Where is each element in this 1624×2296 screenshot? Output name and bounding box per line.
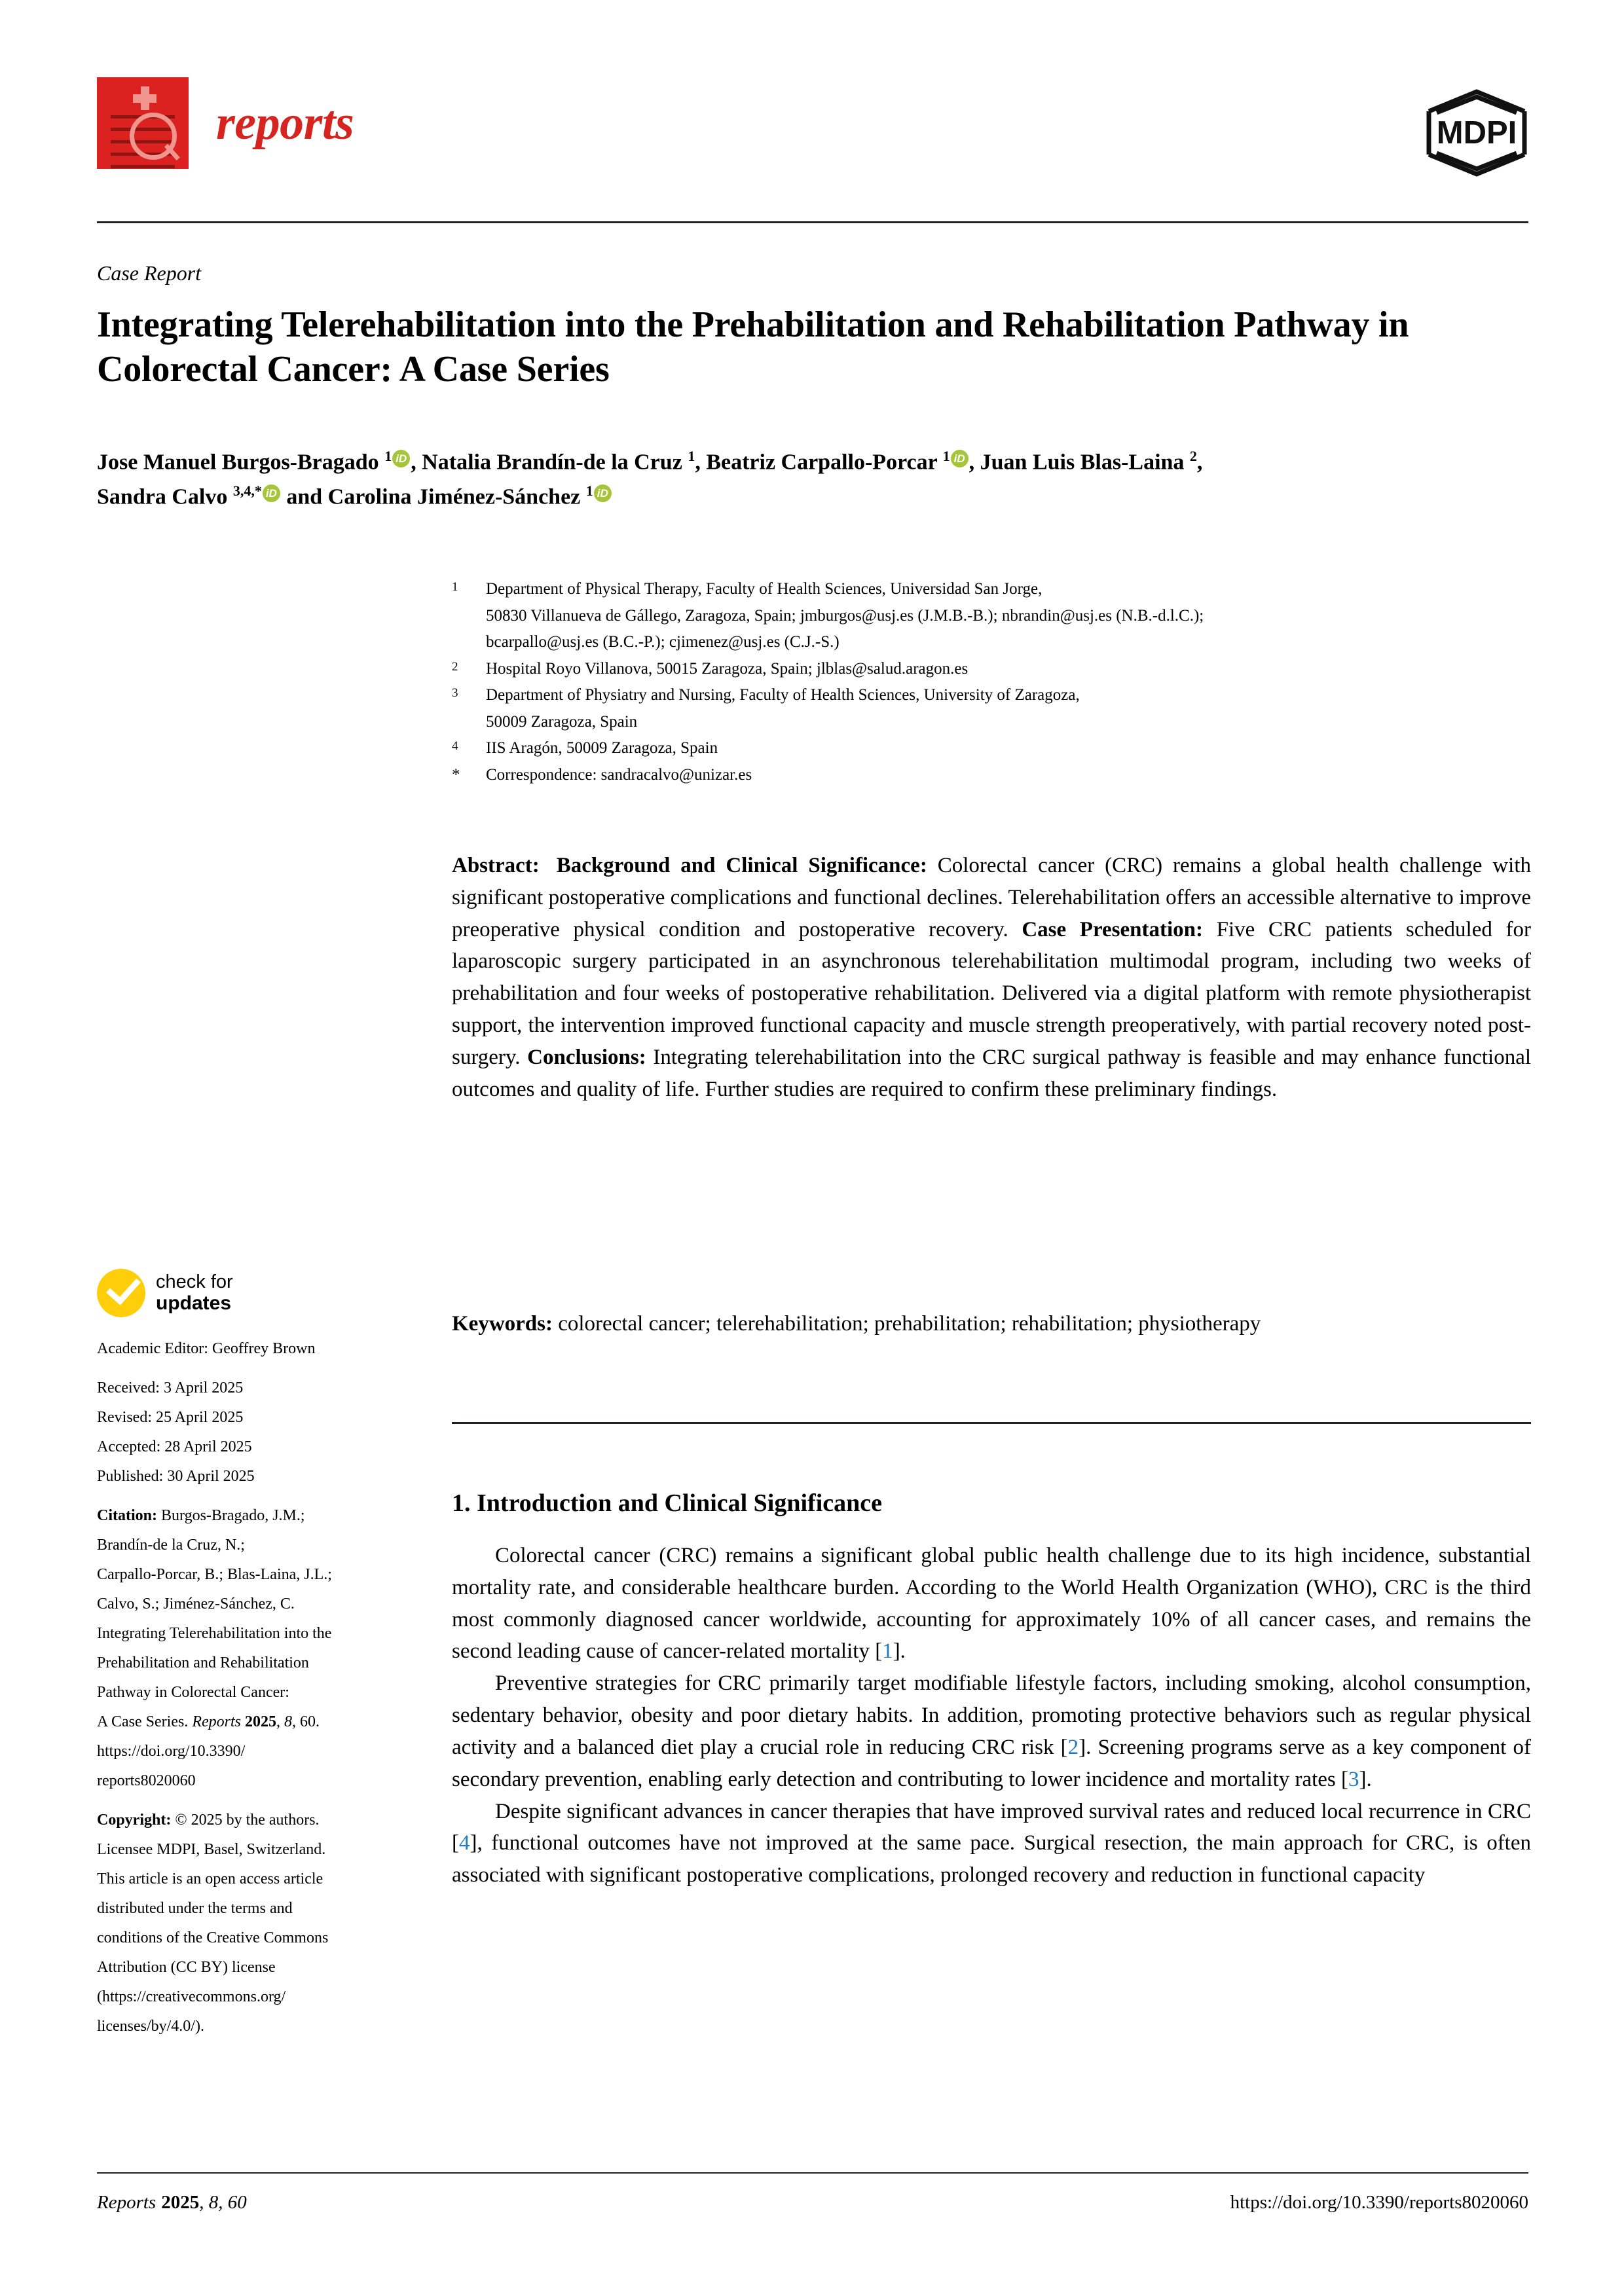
orcid-icon[interactable]: iD bbox=[263, 484, 280, 502]
author-name: Sandra Calvo bbox=[97, 484, 233, 509]
keywords-label: Keywords: bbox=[452, 1312, 553, 1336]
affiliation-text: Department of Physical Therapy, Faculty of Health Sciences, Universidad San Jorge, 50830 Villanueva de Gállego, Zaragoza, Spain; jmburgos@usj.es (J.M.B.-B.); nbrandin@usj.es (N.B.-d.l.C.); bcarpallo@usj.es (B.C.-P.); cjimenez@usj.es (C.J.-S.) bbox=[486, 580, 1204, 651]
paragraph-2-tail: ]. bbox=[1359, 1767, 1372, 1791]
affiliation-marker: * bbox=[452, 765, 460, 784]
affiliation-marker: 1 bbox=[452, 580, 458, 594]
svg-text:MDPI: MDPI bbox=[1436, 115, 1517, 151]
citation-line: Brandín-de la Cruz, N.; bbox=[97, 1537, 245, 1554]
journal-brand bbox=[97, 77, 354, 169]
author-affiliation-marker: 1 bbox=[585, 483, 593, 500]
affiliation-row bbox=[452, 656, 1532, 683]
author-name: Juan Luis Blas-Laina bbox=[980, 450, 1190, 475]
abstract-case-text: Five CRC patients scheduled for laparoscopic surgery participated in an asynchronous telerehabilitation multimodal program, including two weeks of prehabilitation and four weeks of postoperative rehabilitation. Delivered via a digital platform with remote physiotherapist support, the intervention improved functional capacity and muscle strength preoperatively, with partial recovery noted post-surgery. bbox=[452, 917, 1531, 1069]
copyright-line: distributed under the terms and bbox=[97, 1900, 293, 1917]
orcid-icon[interactable]: iD bbox=[951, 450, 969, 467]
paragraph-2 bbox=[452, 1667, 1531, 1795]
affiliation-text: Correspondence: sandracalvo@unizar.es bbox=[486, 765, 752, 784]
page-header bbox=[97, 77, 1528, 202]
citation-line: Calvo, S.; Jiménez-Sánchez, C. bbox=[97, 1595, 295, 1613]
paragraph-3-text: Despite significant advances in cancer therapies that have improved survival rates and reduced local recurrence in CRC [ bbox=[452, 1799, 1531, 1855]
check-for-updates-line1: check for bbox=[156, 1271, 233, 1292]
footer-divider bbox=[97, 2172, 1528, 2174]
check-for-updates-line2: updates bbox=[156, 1292, 232, 1315]
publication-date: Revised: 25 April 2025 bbox=[97, 1409, 244, 1426]
page-footer bbox=[97, 2192, 1528, 2214]
header-divider bbox=[97, 221, 1528, 223]
affiliation-text: Hospital Royo Villanova, 50015 Zaragoza, Spain; jlblas@salud.aragon.es bbox=[486, 659, 969, 678]
paragraph-1-tail: ]. bbox=[893, 1639, 906, 1664]
footer-citation bbox=[97, 2192, 247, 2214]
publication-dates-block bbox=[97, 1376, 405, 1488]
author-name: Jose Manuel Burgos-Bragado bbox=[97, 450, 385, 475]
author-affiliation-marker: 2 bbox=[1189, 448, 1197, 464]
citation-journal-line: A Case Series. Reports 2025, 8, 60. bbox=[97, 1713, 320, 1730]
author-separator: , bbox=[411, 450, 422, 475]
citation-ref-1[interactable]: 1 bbox=[882, 1639, 893, 1664]
citation-ref-4[interactable]: 4 bbox=[459, 1831, 470, 1855]
paragraph-3-tail: ], functional outcomes have not improved at the same pace. Surgical resection, the main approach for CRC, is often associated with significant postoperative complications, prolonged recovery and reduction in functional capacity bbox=[452, 1831, 1531, 1887]
abstract-background-text: Colorectal cancer (CRC) remains a global health challenge with significant postoperative complications and functional declines. Telerehabilitation offers an accessible alternative to improve preoperative physical condition and postoperative recovery. bbox=[452, 854, 1531, 941]
academic-editor-block bbox=[97, 1337, 405, 1360]
copyright-line: Attribution (CC BY) license bbox=[97, 1959, 276, 1976]
footer-volume-page: , 8, 60 bbox=[199, 2192, 247, 2213]
author-name: Carolina Jiménez-Sánchez bbox=[327, 484, 586, 509]
citation-line: Pathway in Colorectal Cancer: bbox=[97, 1684, 289, 1701]
affiliation-marker: 4 bbox=[452, 739, 458, 753]
author-separator: , bbox=[1196, 450, 1203, 475]
author-separator: and bbox=[280, 484, 328, 509]
article-type-label: Case Report bbox=[97, 261, 202, 285]
author-name: Beatriz Carpallo-Porcar bbox=[706, 450, 943, 475]
orcid-icon[interactable]: iD bbox=[594, 484, 612, 502]
affiliation-row bbox=[452, 682, 1532, 735]
affiliation-marker: 2 bbox=[452, 659, 458, 674]
author-affiliation-marker: 1 bbox=[688, 448, 695, 464]
affiliation-text: IIS Aragón, 50009 Zaragoza, Spain bbox=[486, 739, 718, 757]
author-affiliation-marker: 1 bbox=[384, 448, 392, 464]
abstract-subheading-case: Case Presentation: bbox=[1022, 917, 1203, 941]
author-affiliation-marker: 3,4,* bbox=[232, 483, 262, 500]
keywords-text: colorectal cancer; telerehabilitation; prehabilitation; rehabilitation; physiotherapy bbox=[552, 1312, 1261, 1336]
copyright-line: (https://creativecommons.org/ bbox=[97, 1988, 286, 2005]
copyright-line: licenses/by/4.0/). bbox=[97, 2018, 204, 2035]
abstract-label: Abstract: bbox=[452, 854, 540, 877]
abstract-subheading-background: Background and Clinical Significance: bbox=[556, 854, 927, 877]
citation-line: Carpallo-Porcar, B.; Blas-Laina, J.L.; bbox=[97, 1566, 332, 1583]
citation-line: Prehabilitation and Rehabilitation bbox=[97, 1654, 309, 1671]
paragraph-1 bbox=[452, 1540, 1531, 1667]
footer-journal-name: Reports bbox=[97, 2192, 157, 2213]
citation-line: Citation: Burgos-Bragado, J.M.; bbox=[97, 1507, 305, 1524]
affiliation-marker: 3 bbox=[452, 686, 458, 700]
check-circle-icon bbox=[97, 1269, 145, 1317]
citation-doi-line[interactable]: reports8020060 bbox=[97, 1772, 196, 1789]
paragraph-3 bbox=[452, 1796, 1531, 1891]
reports-journal-logo-icon bbox=[97, 77, 189, 169]
copyright-line: This article is an open access article bbox=[97, 1870, 323, 1887]
copyright-line: Licensee MDPI, Basel, Switzerland. bbox=[97, 1841, 326, 1858]
publication-date: Accepted: 28 April 2025 bbox=[97, 1438, 252, 1455]
affiliation-list bbox=[452, 576, 1532, 788]
mdpi-logo-icon bbox=[1425, 89, 1528, 177]
affiliation-row bbox=[452, 576, 1532, 656]
abstract-conclusions-text: Integrating telerehabilitation into the CRC surgical pathway is feasible and may enhance functional outcomes and quality of life. Further studies are required to confirm these preliminary findings. bbox=[452, 1045, 1532, 1101]
copyright-line: conditions of the Creative Commons bbox=[97, 1929, 329, 1946]
author-line-2 bbox=[97, 480, 1531, 515]
author-list bbox=[97, 445, 1531, 515]
academic-editor: Academic Editor: Geoffrey Brown bbox=[97, 1340, 316, 1357]
abstract-subheading-conclusions: Conclusions: bbox=[527, 1045, 646, 1069]
abstract bbox=[452, 850, 1531, 1106]
page-title: Integrating Telerehabilitation into the Prehabilitation and Rehabilitation Pathway in Colorectal Cancer: A Case Series bbox=[97, 304, 1409, 390]
citation-line: Integrating Telerehabilitation into the bbox=[97, 1625, 332, 1642]
affiliation-row bbox=[452, 735, 1532, 762]
paragraph-2-text: Preventive strategies for CRC primarily target modifiable lifestyle factors, including smoking, alcohol consumption, sedentary behavior, obesity and poor dietary habits. In addition, promoting protective behaviors such as regular physical activity and a balanced diet play a crucial role in reducing CRC risk [ bbox=[452, 1671, 1531, 1759]
section-heading-introduction: 1. Introduction and Clinical Significance bbox=[452, 1489, 883, 1517]
author-affiliation-marker: 1 bbox=[942, 448, 950, 464]
journal-name: reports bbox=[216, 96, 354, 150]
author-line-1 bbox=[97, 445, 1531, 480]
copyright-label: Copyright: bbox=[97, 1812, 172, 1829]
author-name: Natalia Brandín-de la Cruz bbox=[422, 450, 688, 475]
citation-label: Citation: bbox=[97, 1507, 157, 1524]
publication-date: Received: 3 April 2025 bbox=[97, 1379, 244, 1396]
author-separator: , bbox=[695, 450, 707, 475]
section-divider bbox=[452, 1422, 1531, 1424]
citation-block bbox=[97, 1504, 405, 1793]
check-for-updates-badge[interactable] bbox=[97, 1269, 405, 1317]
orcid-icon[interactable]: iD bbox=[392, 450, 410, 467]
introduction-body bbox=[452, 1540, 1531, 1891]
citation-ref-3[interactable]: 3 bbox=[1348, 1767, 1359, 1791]
affiliation-row bbox=[452, 762, 1532, 789]
article-metadata-sidebar bbox=[97, 1269, 405, 2054]
keywords bbox=[452, 1308, 1531, 1340]
copyright-block bbox=[97, 1808, 405, 2038]
paragraph-1-text: Colorectal cancer (CRC) remains a significant global public health challenge due to its high incidence, substantial mortality rate, and considerable healthcare burden. According to the World Health Organization (WHO), CRC is the third most commonly diagnosed cancer worldwide, accounting for approximately 10% of all cancer cases, and remains the second leading cause of cancer-related mortality [ bbox=[452, 1544, 1531, 1664]
paragraph-2-mid: ]. Screening programs serve as a key component of secondary prevention, enabling early detection and contributing to lower incidence and mortality rates [ bbox=[452, 1735, 1531, 1791]
medical-cross-icon bbox=[133, 86, 157, 110]
publication-date: Published: 30 April 2025 bbox=[97, 1468, 255, 1485]
affiliation-text: Department of Physiatry and Nursing, Faculty of Health Sciences, University of Zaragoza, 50009 Zaragoza, Spain bbox=[486, 686, 1080, 731]
copyright-line: Copyright: © 2025 by the authors. bbox=[97, 1812, 320, 1829]
footer-year: 2025 bbox=[161, 2192, 200, 2213]
citation-doi-line[interactable]: https://doi.org/10.3390/ bbox=[97, 1743, 246, 1760]
citation-ref-2[interactable]: 2 bbox=[1067, 1735, 1079, 1759]
author-separator: , bbox=[969, 450, 980, 475]
footer-doi: https://doi.org/10.3390/reports8020060 bbox=[1230, 2192, 1528, 2213]
